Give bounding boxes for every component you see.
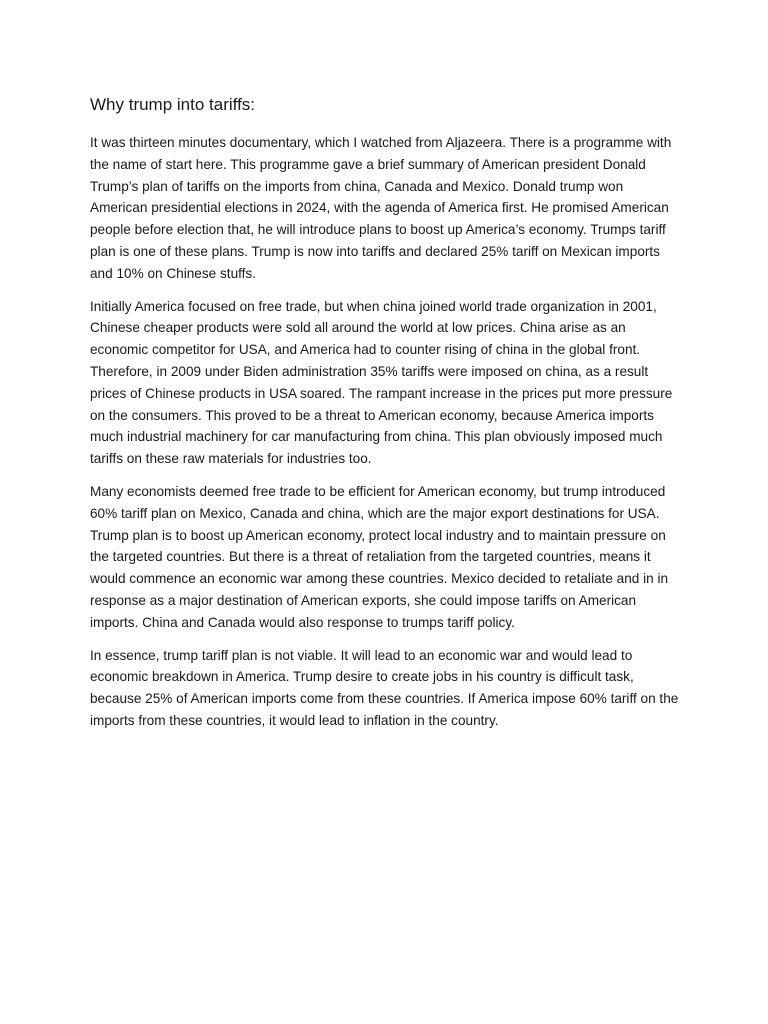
paragraph-4: In essence, trump tariff plan is not viable. It will lead to an economic war and would lead to economic breakdown in America. Trump desire to create jobs in his country is difficult task, because 25% of American imports come from these countries. If America impose 60% tariff on the imports from these countries, it would lead to inflation in the country. (90, 647, 679, 728)
document-title: Why trump into tariffs: (90, 95, 256, 114)
paragraph-1: It was thirteen minutes documentary, which I watched from Aljazeera. There is a programme with the name of start here. This programme gave a brief summary of American president Donald Trump’s plan of tariffs on the imports from china, Canada and Mexico. Donald trump won American presidential elections in 2024, with the agenda of America first. He promised American people before election that, he will introduce plans to boost up America’s economy. Trumps tariff plan is one of these plans. Trump is now into tariffs and declared 25% tariff on Mexican imports and 10% on Chinese stuffs. (90, 135, 672, 281)
paragraph-2: Initially America focused on free trade, but when china joined world trade organization in 2001, Chinese cheaper products were sold all around the world at low prices. China arise as an economic competitor for USA, and America had to counter rising of china in the global front. Therefore, in 2009 under Biden administration 35% tariffs were imposed on china, as a result prices of Chinese products in USA soared. The rampant increase in the prices put more pressure on the consumers. This proved to be a threat to American economy, because America imports much industrial machinery for car manufacturing from china. This plan obviously imposed much tariffs on these raw materials for industries too. (90, 298, 673, 467)
paragraph-3: Many economists deemed free trade to be efficient for American economy, but trump introduced 60% tariff plan on Mexico, Canada and china, which are the major export destinations for USA. Trump plan is to boost up American economy, protect local industry and to maintain pressure on the targeted countries. But there is a threat of retaliation from the targeted countries, means it would commence an economic war among these countries. Mexico decided to retaliate and in in response as a major destination of American exports, she could impose tariffs on American imports. China and Canada would also response to trumps tariff policy. (90, 483, 669, 630)
document-body (90, 94, 680, 743)
